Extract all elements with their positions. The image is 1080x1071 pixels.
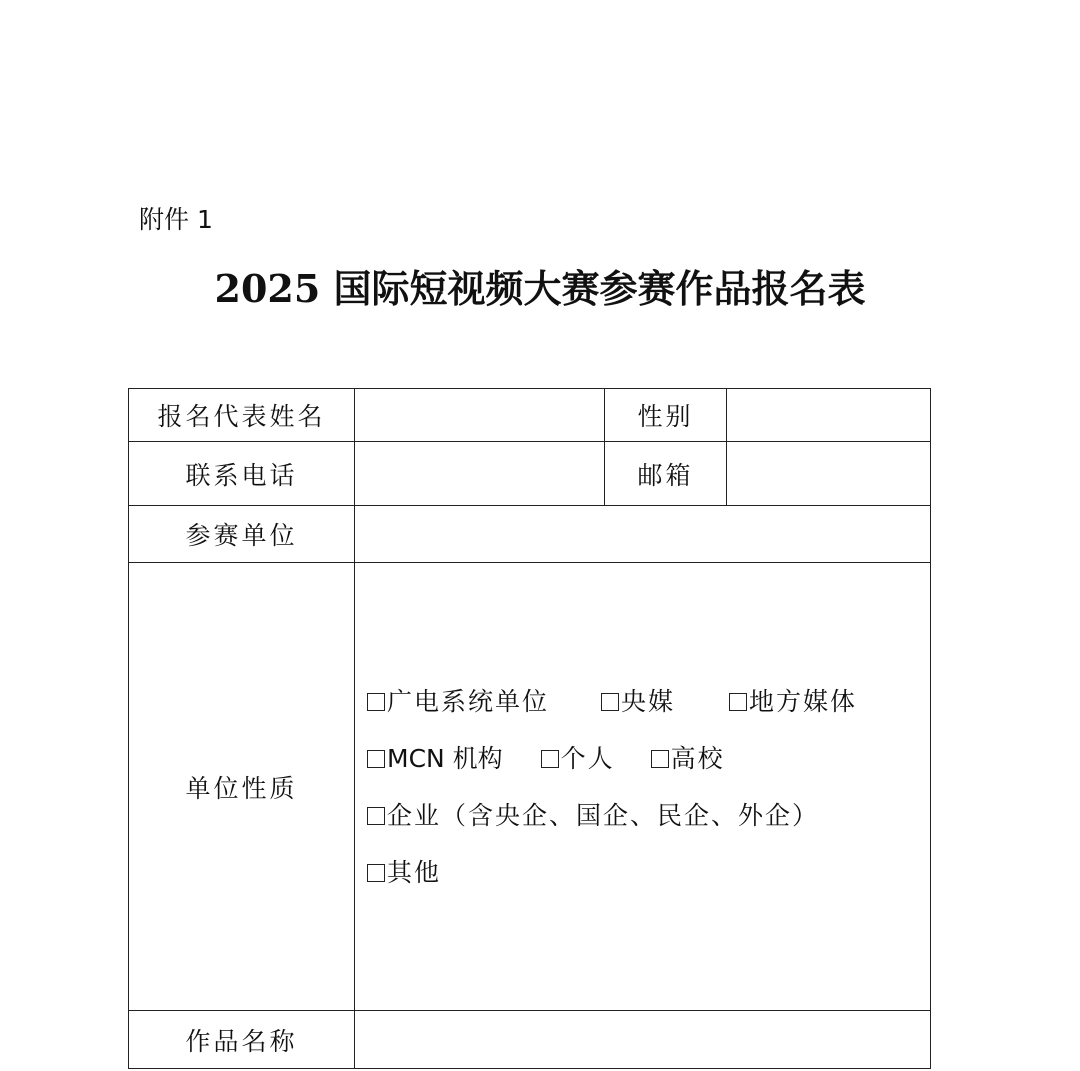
attachment-label: 附件 1 xyxy=(139,205,213,234)
option-broadcast-unit[interactable] xyxy=(367,673,549,730)
table-row xyxy=(129,442,931,506)
option-other[interactable] xyxy=(367,844,441,901)
checkbox-icon[interactable] xyxy=(601,693,619,711)
option-label: MCN 机构 xyxy=(387,743,503,773)
representative-name-field[interactable] xyxy=(355,389,605,442)
gender-field[interactable] xyxy=(727,389,931,442)
organization-type-label: 单位性质 xyxy=(129,563,355,1011)
option-university[interactable] xyxy=(651,730,725,787)
page-title: 2025 国际短视频大赛参赛作品报名表 xyxy=(214,266,866,311)
option-label: 广电系统单位 xyxy=(387,686,550,716)
gender-label: 性别 xyxy=(605,389,727,442)
checkbox-icon[interactable] xyxy=(651,750,669,768)
option-label: 高校 xyxy=(670,743,725,773)
option-local-media[interactable] xyxy=(729,673,857,730)
email-field[interactable] xyxy=(727,442,931,506)
work-title-label: 作品名称 xyxy=(129,1011,355,1069)
option-label: 央媒 xyxy=(620,686,675,716)
option-label: 其他 xyxy=(387,857,442,887)
phone-label: 联系电话 xyxy=(129,442,355,506)
checkbox-icon[interactable] xyxy=(367,807,385,825)
checkbox-icon[interactable] xyxy=(367,693,385,711)
option-central-media[interactable] xyxy=(601,673,675,730)
table-row xyxy=(129,1011,931,1069)
organization-type-options xyxy=(355,563,931,1011)
table-row xyxy=(129,563,931,1011)
option-label: 地方媒体 xyxy=(748,686,857,716)
registration-form-table xyxy=(128,388,931,1069)
checkbox-icon[interactable] xyxy=(729,693,747,711)
checkbox-icon[interactable] xyxy=(541,750,559,768)
option-enterprise[interactable] xyxy=(367,787,819,844)
option-label: 个人 xyxy=(560,743,615,773)
email-label: 邮箱 xyxy=(605,442,727,506)
table-row xyxy=(129,506,931,563)
option-mcn-agency[interactable] xyxy=(367,730,503,787)
option-label: 企业（含央企、国企、民企、外企） xyxy=(387,800,820,830)
option-individual[interactable] xyxy=(541,730,615,787)
work-title-field[interactable] xyxy=(355,1011,931,1069)
checkbox-icon[interactable] xyxy=(367,864,385,882)
table-row xyxy=(129,389,931,442)
representative-name-label: 报名代表姓名 xyxy=(129,389,355,442)
organization-field[interactable] xyxy=(355,506,931,563)
organization-label: 参赛单位 xyxy=(129,506,355,563)
checkbox-icon[interactable] xyxy=(367,750,385,768)
phone-field[interactable] xyxy=(355,442,605,506)
